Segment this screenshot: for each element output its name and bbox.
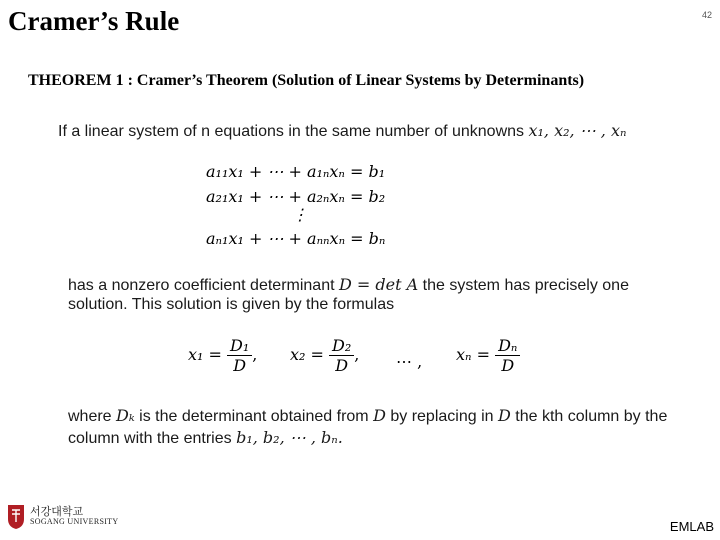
- intro-text: [58, 121, 626, 141]
- intro-unknowns: x₁, x₂, ⋯ , xₙ: [528, 121, 627, 140]
- fraction-num: D₁: [227, 336, 252, 356]
- intro-sentence: If a linear system of n equations in the same number of unknowns: [58, 123, 525, 140]
- coef-text-end: the system has precisely one: [422, 277, 629, 294]
- fraction-x2: [329, 336, 354, 375]
- where-d-2: D: [497, 406, 511, 425]
- fraction-den: D: [233, 356, 247, 375]
- solution-xn: [456, 336, 520, 375]
- lab-label: EMLAB: [669, 519, 714, 534]
- equation-vdots: ⋮: [292, 205, 308, 224]
- where-word: where: [68, 408, 112, 425]
- logo-korean: 서강대학교: [30, 505, 84, 519]
- theorem-heading: THEOREM 1 : Cramer’s Theorem (Solution of Linear Systems by Determinants): [28, 72, 585, 89]
- fraction-xn: [495, 336, 520, 375]
- equation-row-1: a₁₁x₁ + ⋯ + a₁ₙxₙ = b₁: [206, 162, 386, 181]
- where-line-2: [68, 428, 343, 448]
- solution-ellipsis: ⋯ ,: [396, 352, 423, 371]
- x2-lhs: x₂ =: [290, 345, 324, 364]
- coef-determinant: D = det A: [339, 275, 419, 294]
- where-dk: Dₖ: [116, 406, 135, 425]
- where-text-c: by replacing in: [390, 408, 494, 425]
- where-line-1: [68, 406, 667, 426]
- coef-line-1: [68, 275, 629, 295]
- fraction-num: D₂: [329, 336, 354, 356]
- equation-row-n: aₙ₁x₁ + ⋯ + aₙₙxₙ = bₙ: [206, 229, 386, 248]
- equation-row-2: a₂₁x₁ + ⋯ + a₂ₙxₙ = b₂: [206, 187, 386, 206]
- fraction-x1: [227, 336, 252, 375]
- fraction-den: D: [335, 356, 349, 375]
- fraction-den: D: [501, 356, 515, 375]
- page-number: 42: [701, 10, 712, 20]
- coef-line-2: solution. This solution is given by the formulas: [68, 296, 395, 313]
- page-title: Cramer’s Rule: [8, 6, 180, 36]
- solution-x1: x₁ = $\frac{\text{D₁}}{D}$ ,: [188, 336, 258, 375]
- x1-lhs: x₁ =: [188, 345, 222, 364]
- university-emblem-icon: [6, 502, 26, 530]
- university-logo: [6, 502, 118, 530]
- where-text-d: the kth column by the: [515, 408, 668, 425]
- where-text-b: is the determinant obtained from: [139, 408, 369, 425]
- coef-text: has a nonzero coefficient determinant: [68, 277, 335, 294]
- logo-english: SOGANG UNIVERSITY: [30, 516, 119, 526]
- solution-x2: x₂ = $\frac{\text{D₂}}{D}$ ,: [290, 336, 360, 375]
- where-d-1: D: [373, 406, 386, 425]
- where-text-2a: column with the entries: [68, 430, 232, 447]
- xn-lhs: xₙ =: [456, 345, 490, 364]
- fraction-num: Dₙ: [495, 336, 520, 356]
- where-entries: b₁, b₂, ⋯ , bₙ.: [236, 428, 343, 447]
